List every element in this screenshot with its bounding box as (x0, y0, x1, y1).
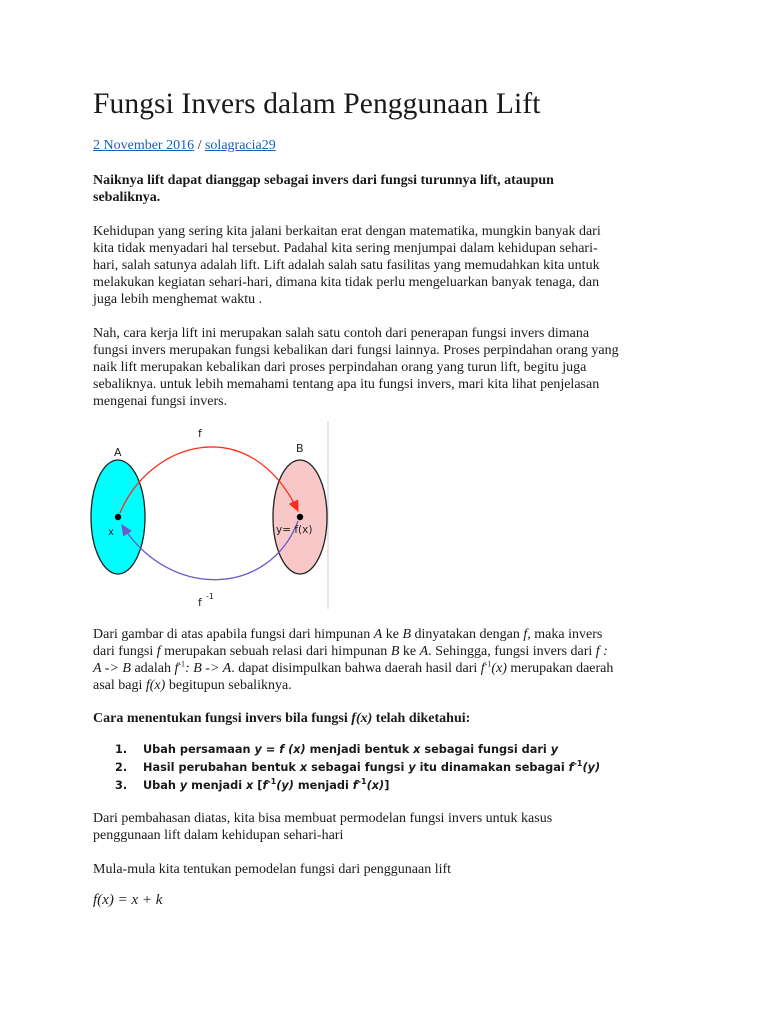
paragraph-line: Dari gambar di atas apabila fungsi dari himpunan A ke B dinyatakan dengan f, maka invers (93, 627, 603, 642)
paragraph-line: dari fungsi f merupakan sebuah relasi dari himpunan B ke A. Sehingga, fungsi invers dari f : (93, 644, 608, 659)
page-title: Fungsi Invers dalam Penggunaan Lift (93, 88, 541, 120)
list-item: 1. Ubah persamaan y = f (x) menjadi bentuk x sebagai fungsi dari y (115, 743, 559, 756)
point-x-label: x (108, 527, 114, 538)
function-f-arrow (120, 447, 298, 513)
paragraph-first-step: Mula-mula kita tentukan pemodelan fungsi dari penggunaan lift (93, 862, 452, 877)
list-item: 2. Hasil perubahan bentuk x sebagai fungsi y itu dinamakan sebagai $f^{-1}(y)$ (115, 759, 601, 774)
steps-list (93, 741, 600, 795)
paragraph-line: Kehidupan yang sering kita jalani berkaitan erat dengan matematika, mungkin banyak dari (93, 224, 601, 239)
paragraph-line: asal bagi f(x) begitupun sebaliknya. (93, 678, 292, 693)
paragraph-line: naik lift merupakan kebalikan dari proses perpindahan orang yang turun lift, begitu juga (93, 360, 587, 375)
function-f-inverse-label: f (198, 596, 202, 609)
paragraph-line: Dari pembahasan diatas, kita bisa membuat permodelan fungsi invers untuk kasus (93, 811, 553, 826)
function-f-inverse-arrow (122, 521, 298, 580)
meta-separator: / (194, 138, 205, 153)
lead-paragraph (93, 172, 554, 206)
paragraph-line: melakukan kegiatan sehari-hari, dimana kita tidak perlu mengeluarkan banyak tenaga, dan (93, 275, 600, 290)
paragraph-line: penggunaan lift dalam kehidupan sehari-hari (93, 828, 344, 843)
paragraph-line: sebaliknya. untuk lebih memahami tentang apa itu fungsi invers, mari kita lihat penjelasan (93, 377, 600, 392)
paragraph-line: A -> B adalah $f^{-1}$: B -> A. dapat disimpulkan bahwa daerah hasil dari $f^{-1}(x)$ merupakan daerah (93, 659, 614, 676)
formula: f(x) = x + k (93, 892, 163, 908)
paragraph-line: juga lebih menghemat waktu . (93, 292, 263, 307)
function-f-label: f (198, 427, 202, 440)
post-date-link[interactable]: 2 November 2016 (93, 138, 195, 153)
paragraph-line: hari, salah satunya adalah lift. Lift adalah salah satu fasilitas yang memudahkan kita untuk (93, 258, 600, 273)
steps-heading: Cara menentukan fungsi invers bila fungsi f(x) telah diketahui: (93, 711, 471, 726)
author-link[interactable]: solagracia29 (204, 138, 276, 153)
lead-line: Naiknya lift dapat dianggap sebagai invers dari fungsi turunnya lift, ataupun (93, 173, 554, 188)
inverse-function-diagram (90, 421, 330, 611)
set-a-label: A (114, 446, 122, 459)
function-f-inverse-exponent: -1 (206, 592, 214, 601)
lead-line: sebaliknya. (93, 190, 161, 205)
list-item: 3. Ubah y menjadi x [$f^{-1}(y)$ menjadi $f^{-1}(x)$] (115, 777, 390, 792)
post-meta (93, 138, 276, 154)
point-y-label: y= f(x) (276, 524, 313, 536)
paragraph-line: Nah, cara kerja lift ini merupakan salah satu contoh dari penerapan fungsi invers dimana (93, 326, 590, 341)
paragraph-line: fungsi invers merupakan fungsi kebalikan dari fungsi lainnya. Proses perpindahan orang yang (93, 343, 619, 358)
point-y (297, 514, 303, 520)
paragraph-diagram-explanation (93, 626, 613, 694)
paragraph-intro (93, 223, 601, 308)
point-x (115, 514, 121, 520)
paragraph-line: mengenai fungsi invers. (93, 394, 228, 409)
paragraph-line: kita tidak menyadari hal tersebut. Padahal kita sering menjumpai dalam kehidupan sehari- (93, 241, 598, 256)
paragraph-modeling (93, 810, 552, 844)
set-b-label: B (296, 442, 304, 455)
paragraph-explanation (93, 325, 619, 410)
